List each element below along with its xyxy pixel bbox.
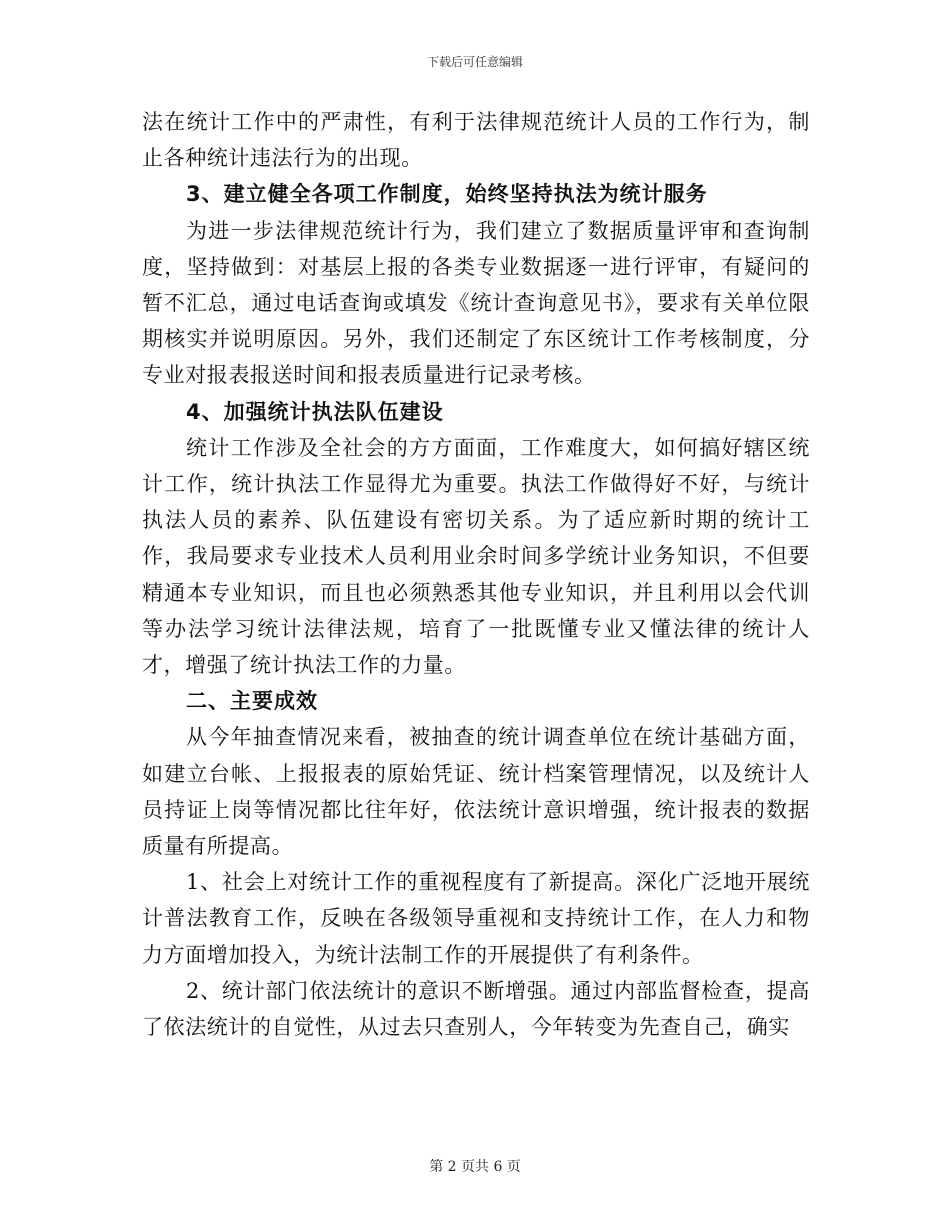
paragraph-team-building: 统计工作涉及全社会的方方面面，工作难度大，如何搞好辖区统计工作，统计执法工作显得尤为重要。执法工作做得好不好，与统计执法人员的素养、队伍建设有密切关系。为了适应新时期的统计工作，我局要求专业技术人员利用业余时间多学统计业务知识，不但要精通本专业知识，而且也必须熟悉其他专业知识，并且利用以会代训等办法学习统计法律法规，培育了一批既懂专业又懂法律的统计人才，增强了统计执法工作的力量。 [142, 435, 810, 678]
paragraph-result-2: 2、统计部门依法统计的意识不断增强。通过内部监督检查，提高了依法统计的自觉性，从过去只查别人，今年转变为先查自己，确实 [142, 978, 810, 1040]
section-heading-4: 4、加强统计执法队伍建设 [186, 399, 444, 424]
page-header: 下载后可任意编辑 [426, 55, 523, 69]
section-heading-main-results: 二、主要成效 [186, 689, 318, 714]
section-heading-3: 3、建立健全各项工作制度，始终坚持执法为统计服务 [186, 182, 708, 207]
paragraph-inspection-results: 从今年抽查情况来看，被抽查的统计调查单位在统计基础方面，如建立台帐、上报报表的原始凭证、统计档案管理情况，以及统计人员持证上岗等情况都比往年好，依法统计意识增强，统计报表的数据质量有所提高。 [142, 725, 810, 859]
paragraph-result-1: 1、社会上对统计工作的重视程度有了新提高。深化广泛地开展统计普法教育工作，反映在各级领导重视和支持统计工作，在人力和物力方面增加投入，为统计法制工作的开展提供了有利条件。 [142, 870, 810, 967]
document-body [142, 104, 810, 1045]
paragraph-quality-review: 为进一步法律规范统计行为，我们建立了数据质量评审和查询制度，坚持做到：对基层上报的各类专业数据逐一进行评审，有疑问的暂不汇总，通过电话查询或填发《统计查询意见书》，要求有关单位限期核实并说明原因。另外，我们还制定了东区统计工作考核制度，分专业对报表报送时间和报表质量进行记录考核。 [142, 218, 810, 388]
page-footer: 第 2 页共 6 页 [429, 1159, 521, 1175]
paragraph-continuation: 法在统计工作中的严肃性，有利于法律规范统计人员的工作行为，制止各种统计违法行为的出现。 [142, 110, 810, 171]
